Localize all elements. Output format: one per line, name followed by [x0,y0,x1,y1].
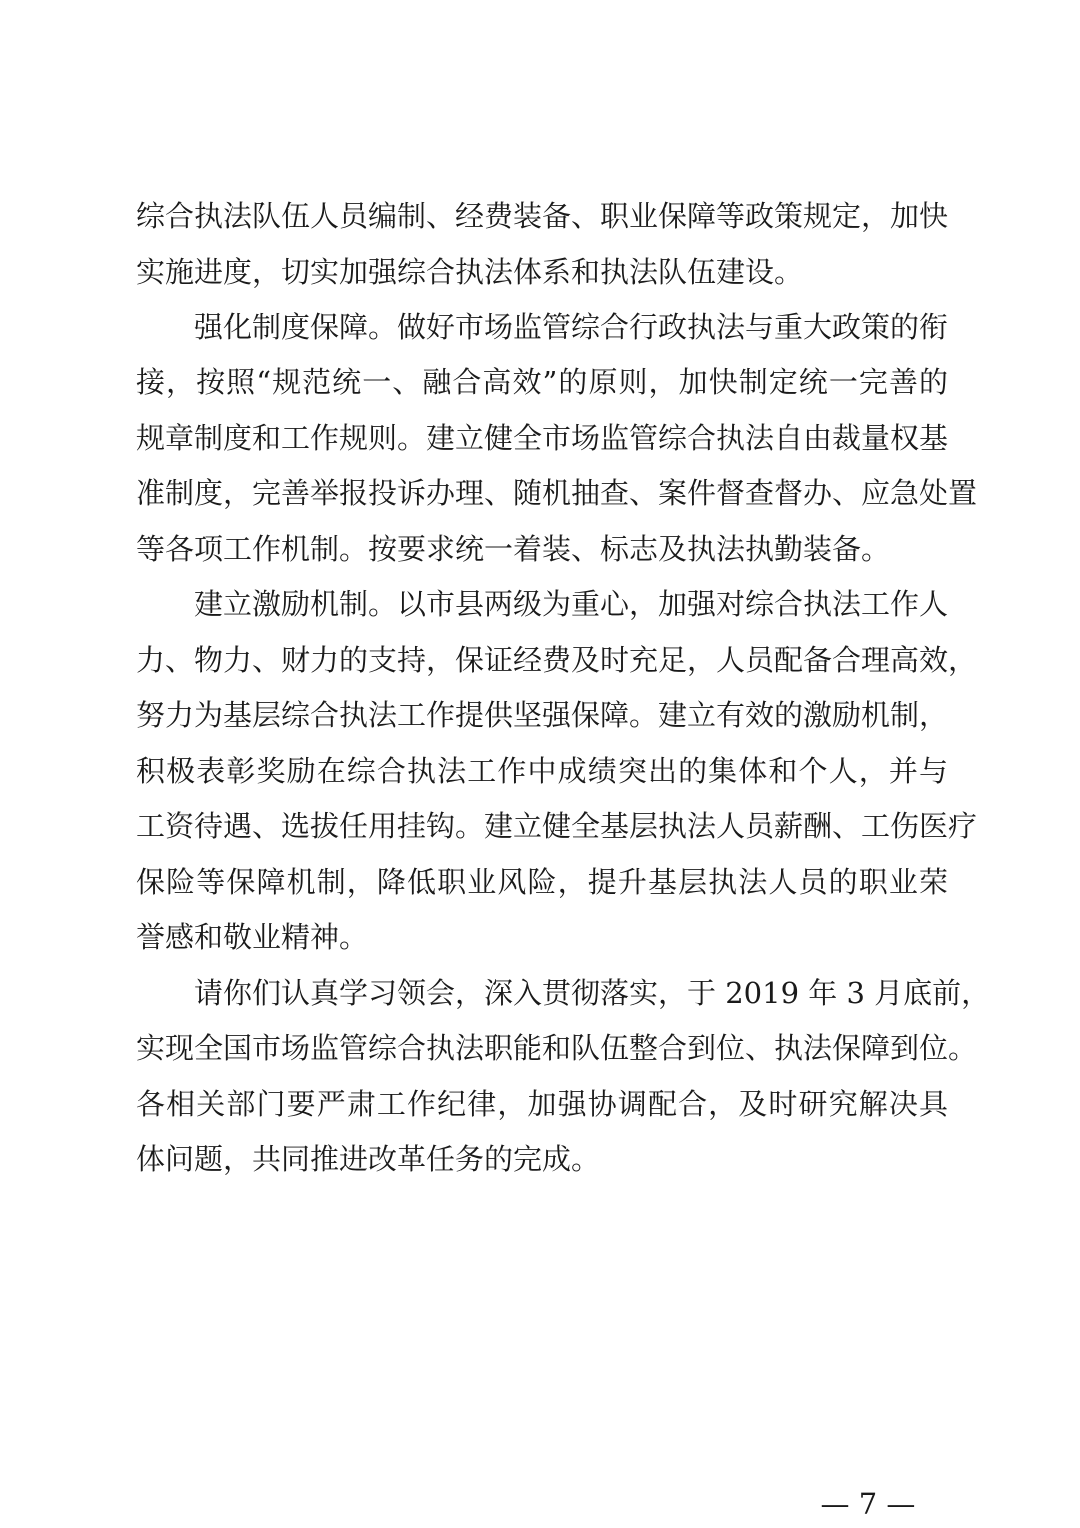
text-line: 努力为基层综合执法工作提供坚强保障。建立有效的激励机制， [136,698,949,732]
text-line: 体问题，共同推进改革任务的完成。 [136,1142,601,1176]
page-number: — 7 — [820,1487,916,1521]
text-line: 综合执法队伍人员编制、经费装备、职业保障等政策规定，加快 [136,199,949,233]
paragraph-heading-line: 强化制度保障。做好市场监管综合行政执法与重大政策的衔 [194,310,949,344]
text-line: 保险等保障机制，降低职业风险，提升基层执法人员的职业荣 [136,865,948,899]
text-line: 实现全国市场监管综合执法职能和队伍整合到位、执法保障到位。 [136,1031,978,1065]
text-line: 准制度，完善举报投诉办理、随机抽查、案件督查督办、应急处置 [136,476,978,510]
text-line: 力、物力、财力的支持，保证经费及时充足，人员配备合理高效， [136,643,978,677]
paragraph-heading-line: 建立激励机制。以市县两级为重心，加强对综合执法工作人 [194,587,949,621]
text-line: 誉感和敬业精神。 [136,920,369,954]
text-line: 积极表彰奖励在综合执法工作中成绩突出的集体和个人，并与 [136,754,948,788]
text-line: 接，按照“规范统一、融合高效”的原则，加快制定统一完善的 [136,365,948,399]
text-line: 等各项工作机制。按要求统一着装、标志及执法执勤装备。 [136,532,891,566]
text-line: 实施进度，切实加强综合执法体系和执法队伍建设。 [136,255,804,289]
text-line: 工资待遇、选拔任用挂钩。建立健全基层执法人员薪酬、工伤医疗 [136,809,978,843]
paragraph-line: 请你们认真学习领会，深入贯彻落实，于 2019 年 3 月底前， [194,976,991,1010]
text-line: 规章制度和工作规则。建立健全市场监管综合执法自由裁量权基 [136,421,949,455]
text-line: 各相关部门要严肃工作纪律，加强协调配合，及时研究解决具 [136,1087,948,1121]
